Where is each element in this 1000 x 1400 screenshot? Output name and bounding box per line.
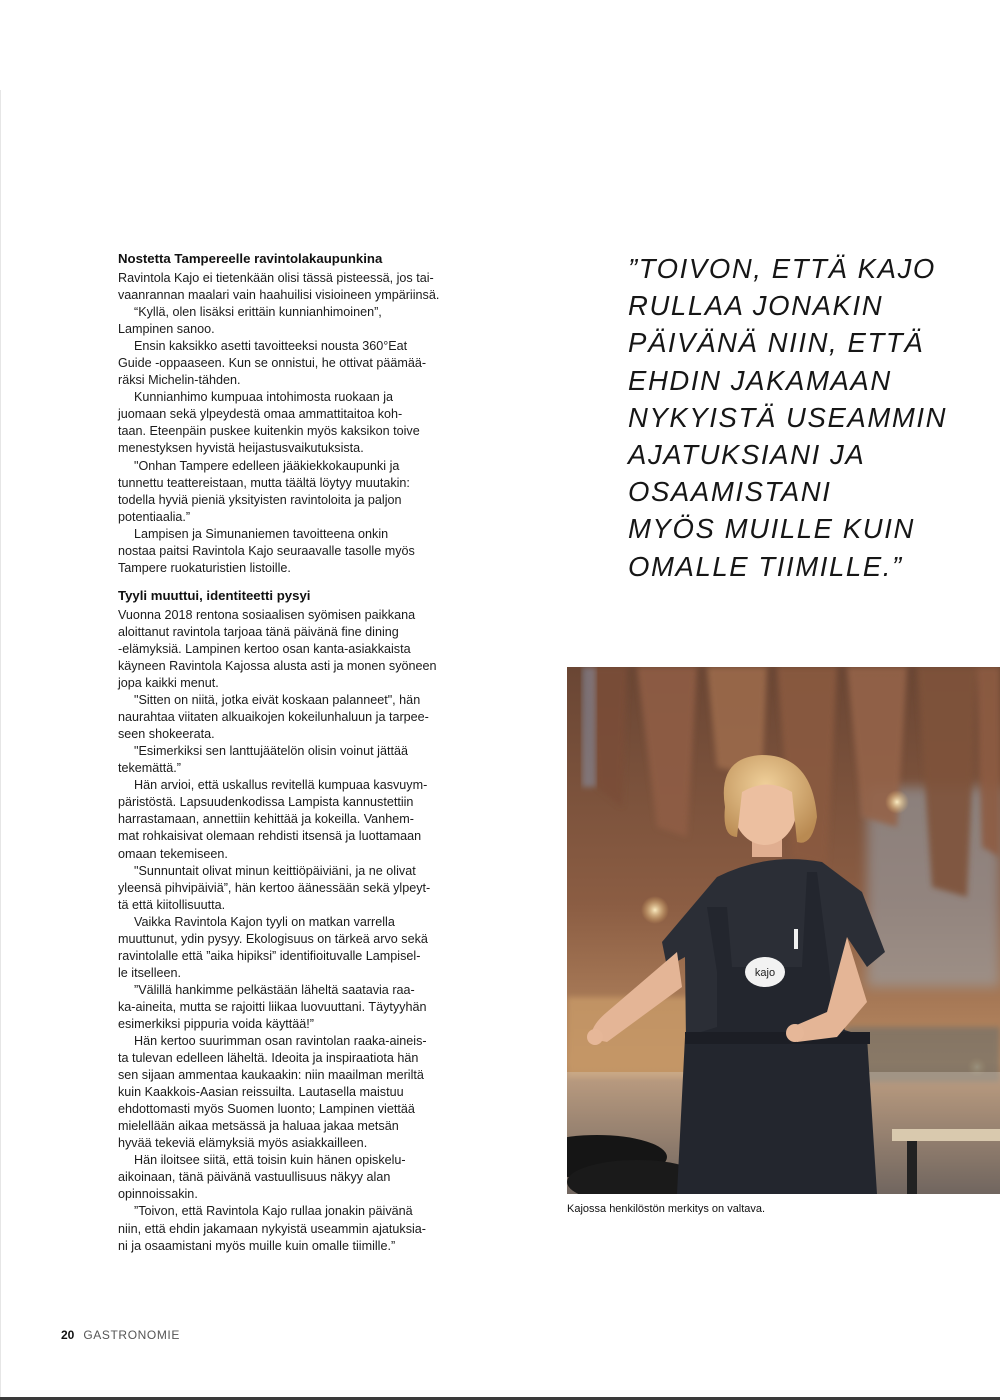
- paragraph: [118, 304, 478, 338]
- text-line: hyvää tekeviä elämyksiä myös asiakkailleen.: [118, 1136, 368, 1151]
- text-line: niin, että ehdin jakamaan nykyistä useammin ajatuksia-: [118, 1221, 427, 1236]
- text-line: ehdottomasti myös Suomen luonto; Lampinen viettää: [118, 1102, 415, 1117]
- text-line: käyneen Ravintola Kajossa alusta asti ja monen syöneen: [118, 658, 437, 673]
- text-line: aikoinaan, tänä päivänä vastuullisuus näkyy alan: [118, 1170, 391, 1185]
- text-line: "Esimerkiksi sen lanttujäätelön olisin voinut jättää: [134, 744, 408, 759]
- text-line: sen sijaan ammentaa kaukaakin: niin maailman meriltä: [118, 1068, 424, 1083]
- text-line: esimerkiksi pippuria voida käyttää!”: [118, 1016, 314, 1031]
- paragraph: [118, 458, 478, 526]
- text-line: vaanrannan maalari vain haahuilisi visioineen ympäriinsä.: [118, 288, 440, 303]
- pull-quote-line: OMALLE TIIMILLE.”: [628, 550, 903, 582]
- text-line: tä että kiitollisuutta.: [118, 897, 226, 912]
- text-line: jopa kaikki menut.: [118, 676, 219, 691]
- pull-quote-line: OSAAMISTANI: [628, 476, 832, 508]
- text-line: ni ja osaamistani myös muille kuin omalle tiimille.”: [118, 1238, 396, 1253]
- pull-quote-line: PÄIVÄNÄ NIIN, ETTÄ: [628, 327, 925, 359]
- paragraph: [118, 863, 478, 914]
- text-line: kuin Kaakkois-Aasian reissuilta. Lautasella maistuu: [118, 1085, 404, 1100]
- text-line: Hän iloitsee siitä, että toisin kuin hänen opiskelu-: [134, 1153, 406, 1168]
- text-line: Lampinen sanoo.: [118, 322, 215, 337]
- text-line: Hän kertoo suurimman osan ravintolan raaka-aineis-: [134, 1034, 427, 1049]
- magazine-name: GASTRONOMIE: [83, 1328, 180, 1342]
- text-line: mat rohkaisivat olemaan rehdisti itsensä ja luottamaan: [118, 829, 422, 844]
- text-line: potentiaalia.”: [118, 509, 191, 524]
- paragraph: [118, 607, 478, 692]
- text-line: seen shokeerata.: [118, 727, 215, 742]
- paragraph: [118, 692, 478, 743]
- page-footer: [61, 1327, 180, 1343]
- text-line: nostaa paitsi Ravintola Kajo seuraavalle tasolle myös: [118, 543, 415, 558]
- photo-waitress-at-kajo: [567, 667, 1000, 1194]
- text-line: Guide -oppaaseen. Kun se onnistui, he ottivat päämää-: [118, 356, 427, 371]
- paragraph: [118, 1152, 478, 1203]
- pull-quote-line: NYKYISTÄ USEAMMIN: [628, 401, 948, 433]
- text-line: menestyksen hyvistä heijastusvaikutuksista.: [118, 441, 364, 456]
- photo-caption: Kajossa henkilöstön merkitys on valtava.: [567, 1203, 766, 1215]
- text-line: omaan tekemiseen.: [118, 846, 228, 861]
- text-line: Vaikka Ravintola Kajon tyyli on matkan varrella: [134, 914, 395, 929]
- text-line: päristöstä. Lapsuudenkodissa Lampista kannustettiin: [118, 795, 414, 810]
- text-line: ravintolalle että ”aika hipiksi” identifioituvalle Lampisel-: [118, 948, 421, 963]
- text-line: "Sitten on niitä, jotka eivät koskaan palanneet", hän: [134, 693, 421, 708]
- text-line: "Sunnuntait olivat minun keittiöpäiviäni, ja ne olivat: [134, 863, 416, 878]
- text-line: Tampere ruokaturistien listoille.: [118, 560, 291, 575]
- text-line: Vuonna 2018 rentona sosiaalisen syömisen paikkana: [118, 607, 416, 622]
- photo-illustration: [567, 667, 1000, 1194]
- section-heading: Tyyli muuttui, identiteetti pysyi: [118, 587, 311, 603]
- pull-quote: [628, 250, 968, 585]
- text-line: Ensin kaksikko asetti tavoitteeksi nousta 360°Eat: [134, 339, 408, 354]
- paragraph: [118, 526, 478, 577]
- page-edge-line: [0, 90, 1, 1400]
- paragraph: [118, 914, 478, 982]
- text-line: aloittanut ravintola tarjoaa tänä päivänä fine dining: [118, 624, 399, 639]
- text-line: "Onhan Tampere edelleen jääkiekkokaupunki ja: [134, 458, 400, 473]
- paragraph: [118, 777, 478, 862]
- text-line: yleensä pihvipäiviä”, hän kertoo äänessään sekä ylpeyt-: [118, 880, 431, 895]
- paragraph: [118, 270, 478, 304]
- text-line: Ravintola Kajo ei tietenkään olisi tässä pisteessä, jos tai-: [118, 271, 434, 285]
- text-line: mielellään aikaa metsässä ja haluaa jakaa metsän: [118, 1119, 399, 1134]
- paragraph: [118, 982, 478, 1033]
- paragraph: [118, 1033, 478, 1152]
- text-line: Lampisen ja Simunaniemen tavoitteena onkin: [134, 526, 389, 541]
- text-line: muuttunut, ydin pysyy. Ekologisuus on tärkeä arvo sekä: [118, 931, 428, 946]
- text-line: juomaan sekä ylpeydestä omaa ammattitaitoa koh-: [118, 407, 403, 422]
- pull-quote-line: AJATUKSIANI JA: [628, 439, 866, 471]
- text-line: tekemättä.”: [118, 761, 181, 776]
- text-line: Hän arvioi, että uskallus revitellä kumpuaa kasvuym-: [134, 778, 428, 793]
- article-body: [118, 250, 478, 1255]
- text-line: taan. Eteenpäin puskee kuitenkin myös kaksikon toive: [118, 424, 420, 439]
- section-heading: Nostetta Tampereelle ravintolakaupunkina: [118, 251, 383, 266]
- paragraph: [118, 389, 478, 457]
- paragraph: [118, 1203, 478, 1254]
- text-line: ta tulevan edelleen läheltä. Ideoita ja inspiraatiota hän: [118, 1051, 419, 1066]
- page-number: 20: [61, 1328, 75, 1342]
- text-line: le itselleen.: [118, 965, 182, 980]
- pull-quote-line: MYÖS MUILLE KUIN: [628, 513, 915, 545]
- pull-quote-line: EHDIN JAKAMAAN: [628, 364, 892, 396]
- text-line: räksi Michelin-tähden.: [118, 373, 241, 388]
- text-line: -elämyksiä. Lampinen kertoo osan kanta-asiakkaista: [118, 641, 411, 656]
- paragraph: [118, 338, 478, 389]
- text-line: opinnoissakin.: [118, 1187, 198, 1202]
- text-line: Kunnianhimo kumpuaa intohimosta ruokaan ja: [134, 390, 394, 405]
- text-line: harrastamaan, annettiin kehittää ja kokeilla. Vanhem-: [118, 812, 414, 827]
- text-line: tunnettu teattereistaan, mutta täältä löytyy muutakin:: [118, 475, 410, 490]
- text-line: naurahtaa viitaten alkuaikojen kokeilunhaluun ja tarpee-: [118, 710, 429, 725]
- text-line: todella hyviä pieniä yksityisten ravintoloita ja paljon: [118, 492, 402, 507]
- apron-logo-kajo: kajo: [754, 967, 776, 979]
- pull-quote-line: RULLAA JONAKIN: [628, 290, 884, 322]
- pull-quote-line: ”TOIVON, ETTÄ KAJO: [628, 253, 936, 284]
- text-line: ”Toivon, että Ravintola Kajo rullaa jonakin päivänä: [134, 1204, 413, 1219]
- paragraph: [118, 743, 478, 777]
- text-line: ka-aineita, mutta se rajoitti liikaa luovuuttani. Täytyyhän: [118, 999, 427, 1014]
- text-line: “Kyllä, olen lisäksi erittäin kunnianhimoinen”,: [134, 305, 382, 320]
- text-line: ”Välillä hankimme pelkästään läheltä saatavia raa-: [134, 982, 415, 997]
